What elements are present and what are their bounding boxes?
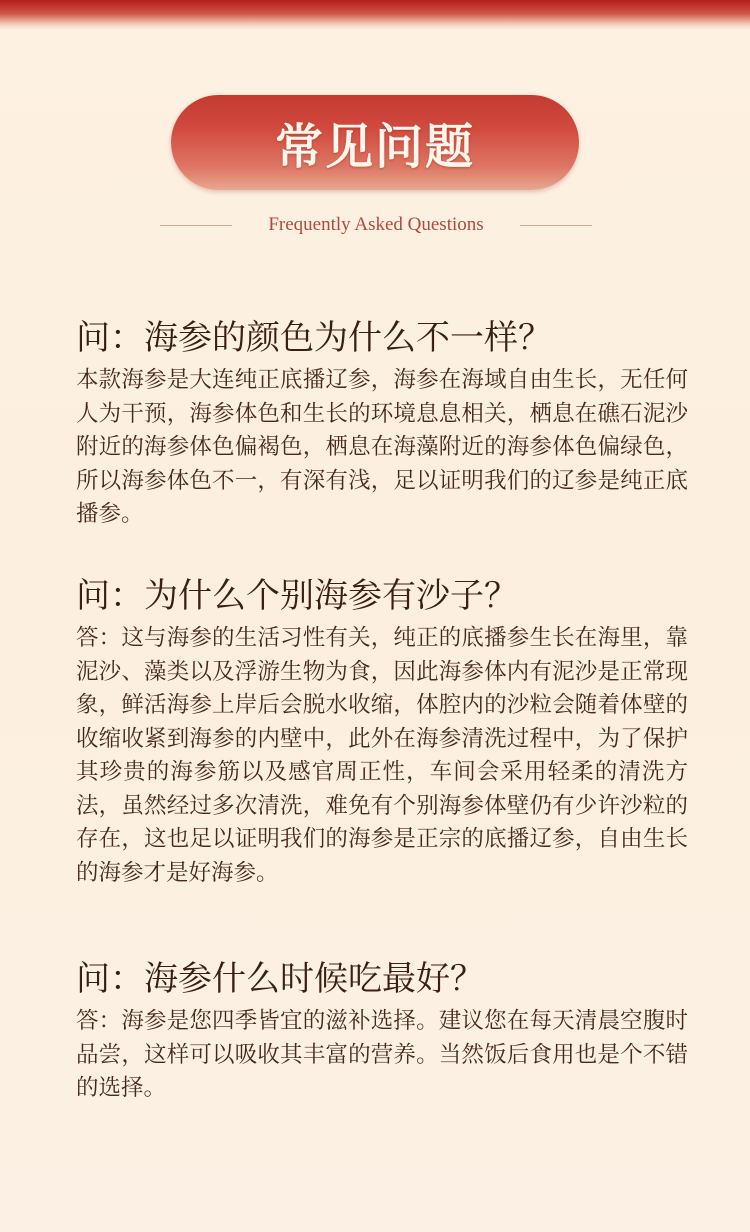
faq-answer: 答：海参是您四季皆宜的滋补选择。建议您在每天清晨空腹时品尝，这样可以吸收其丰富的营养。当然饭后食用也是个不错的选择。: [76, 1008, 688, 1101]
faq-answer: 答：这与海参的生活习性有关，纯正的底播参生长在海里，靠泥沙、藻类以及浮游生物为食，因此海参体内有泥沙是正常现象，鲜活海参上岸后会脱水收缩，体腔内的沙粒会随着体壁的收缩收紧到海参的内壁中，此外在海参清洗过程中，为了保护其珍贵的海参筋以及感官周正性，车间会采用轻柔的清洗方法，虽然经过多次清洗，难免有个别海参体壁仍有少许沙粒的存在，这也足以证明我们的海参是正宗的底播辽参，自由生长的海参才是好海参。: [76, 625, 688, 886]
faq-question: 问：海参什么时候吃最好？: [76, 959, 484, 999]
faq-item: [76, 316, 688, 532]
faq-item: [76, 957, 688, 1106]
right-divider: [520, 225, 592, 226]
page-subtitle: Frequently Asked Questions: [268, 214, 484, 235]
faq-answer: 本款海参是大连纯正底播辽参，海参在海域自由生长，无任何人为干预，海参体色和生长的环境息息相关，栖息在礁石泥沙附近的海参体色偏褐色，栖息在海藻附近的海参体色偏绿色，所以海参体色不一，有深有浅，足以证明我们的辽参是纯正底播参。: [76, 367, 688, 527]
subtitle-row: [160, 210, 592, 240]
title-banner: [171, 95, 579, 190]
top-decor-band: [0, 0, 750, 30]
page-title: 常见问题: [274, 119, 475, 175]
left-divider: [160, 225, 232, 226]
faq-question: 问：海参的颜色为什么不一样？: [76, 318, 552, 358]
faq-question: 问：为什么个别海参有沙子？: [76, 576, 518, 616]
faq-item: [76, 574, 688, 890]
